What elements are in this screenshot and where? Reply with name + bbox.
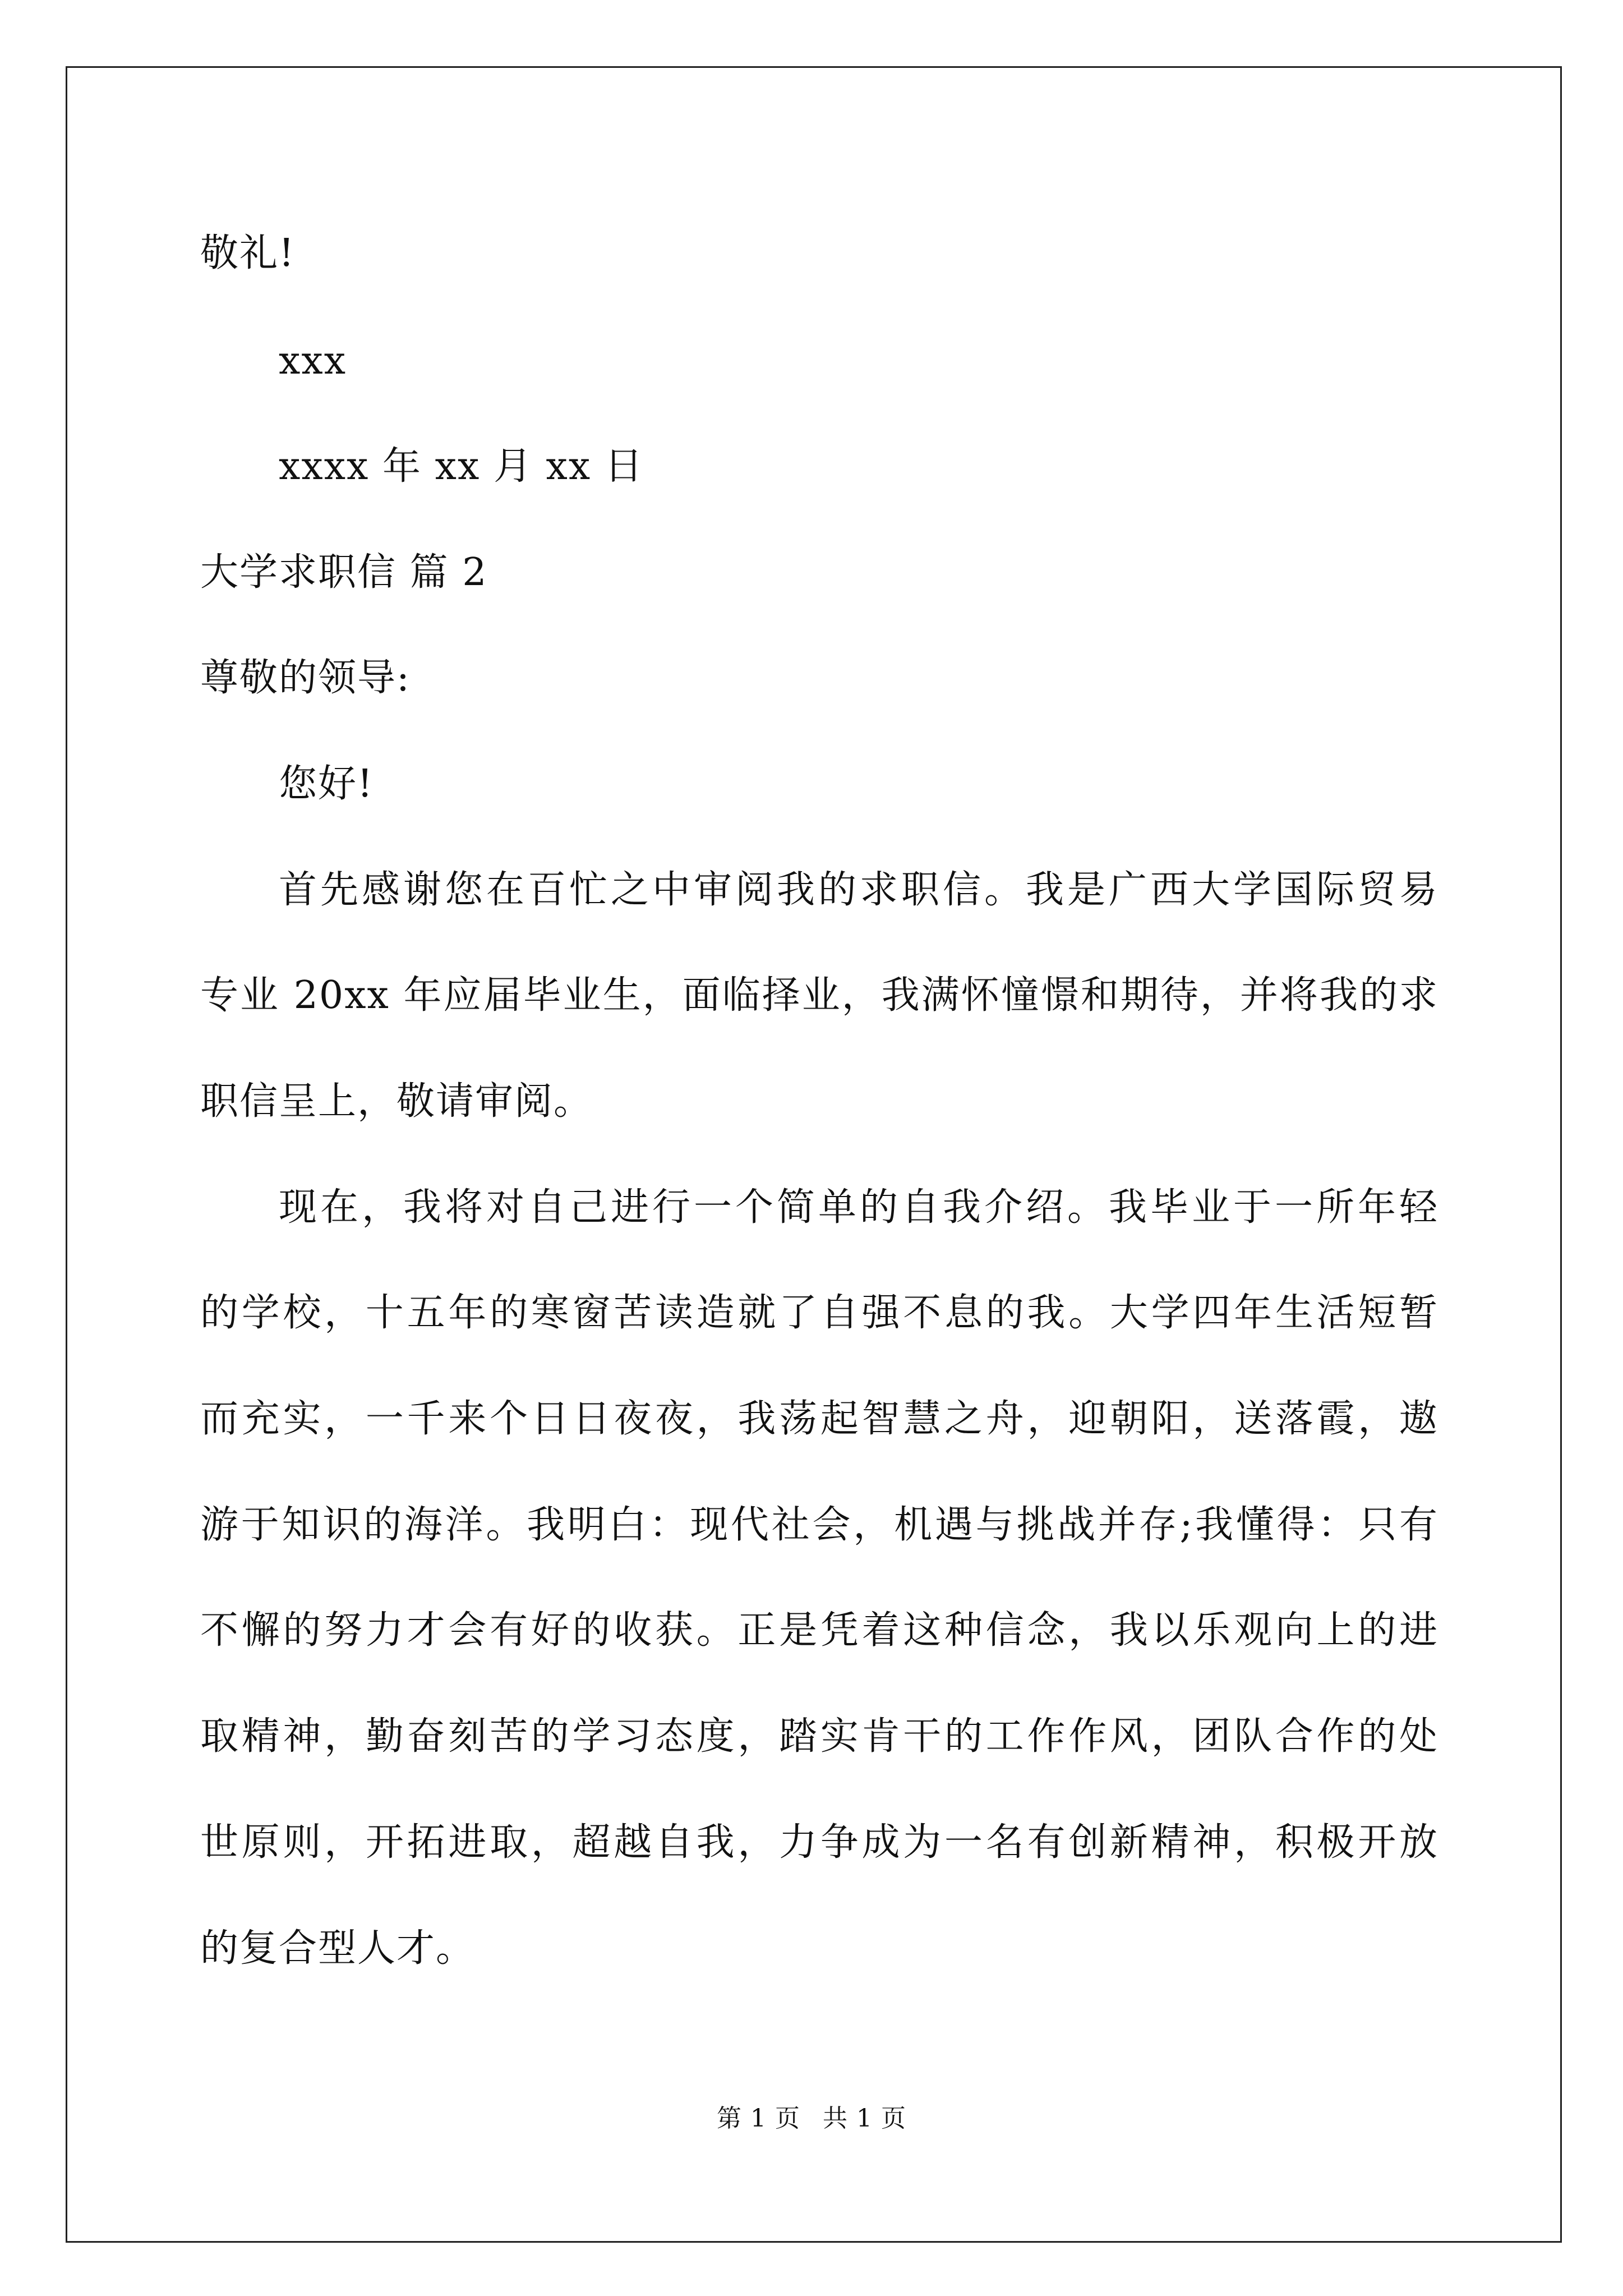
paragraph-2-line-7: 世原则，开拓进取，超越自我，力争成为一名有创新精神，积极开放	[200, 1820, 1438, 1865]
date-line: xxxx 年 xx 月 xx 日	[279, 444, 644, 489]
closing-line: 敬礼!	[200, 231, 296, 275]
paragraph-1-line-2: 专业 20xx 年应届毕业生，面临择业，我满怀憧憬和期待，并将我的求	[200, 973, 1438, 1018]
paragraph-1-line-3: 职信呈上，敬请审阅。	[200, 1079, 593, 1124]
paragraph-2-line-2: 的学校，十五年的寒窗苦读造就了自强不息的我。大学四年生活短暂	[200, 1291, 1438, 1335]
page-border	[66, 66, 1562, 2243]
page-number-total: 共 1 页	[823, 2104, 906, 2133]
paragraph-2-line-3: 而充实，一千来个日日夜夜，我荡起智慧之舟，迎朝阳，送落霞，遨	[200, 1397, 1438, 1441]
page-number-current: 第 1 页	[717, 2104, 800, 2133]
greeting-line: 您好!	[279, 762, 374, 806]
letter-heading: 大学求职信 篇 2	[200, 550, 488, 595]
paragraph-1-line-1: 首先感谢您在百忙之中审阅我的求职信。我是广西大学国际贸易	[279, 868, 1438, 912]
paragraph-2-line-5: 不懈的努力才会有好的收获。正是凭着这种信念，我以乐观向上的进	[200, 1608, 1438, 1653]
paragraph-2-line-4: 游于知识的海洋。我明白：现代社会，机遇与挑战并存;我懂得：只有	[200, 1503, 1438, 1547]
page-footer	[0, 2098, 1623, 2134]
paragraph-2-line-1: 现在，我将对自己进行一个简单的自我介绍。我毕业于一所年轻	[279, 1185, 1438, 1230]
signature-line: xxx	[279, 339, 347, 383]
paragraph-2-line-8: 的复合型人才。	[200, 1926, 476, 1971]
salutation-line: 尊敬的领导:	[200, 656, 411, 700]
paragraph-2-line-6: 取精神，勤奋刻苦的学习态度，踏实肯干的工作作风，团队合作的处	[200, 1714, 1438, 1759]
